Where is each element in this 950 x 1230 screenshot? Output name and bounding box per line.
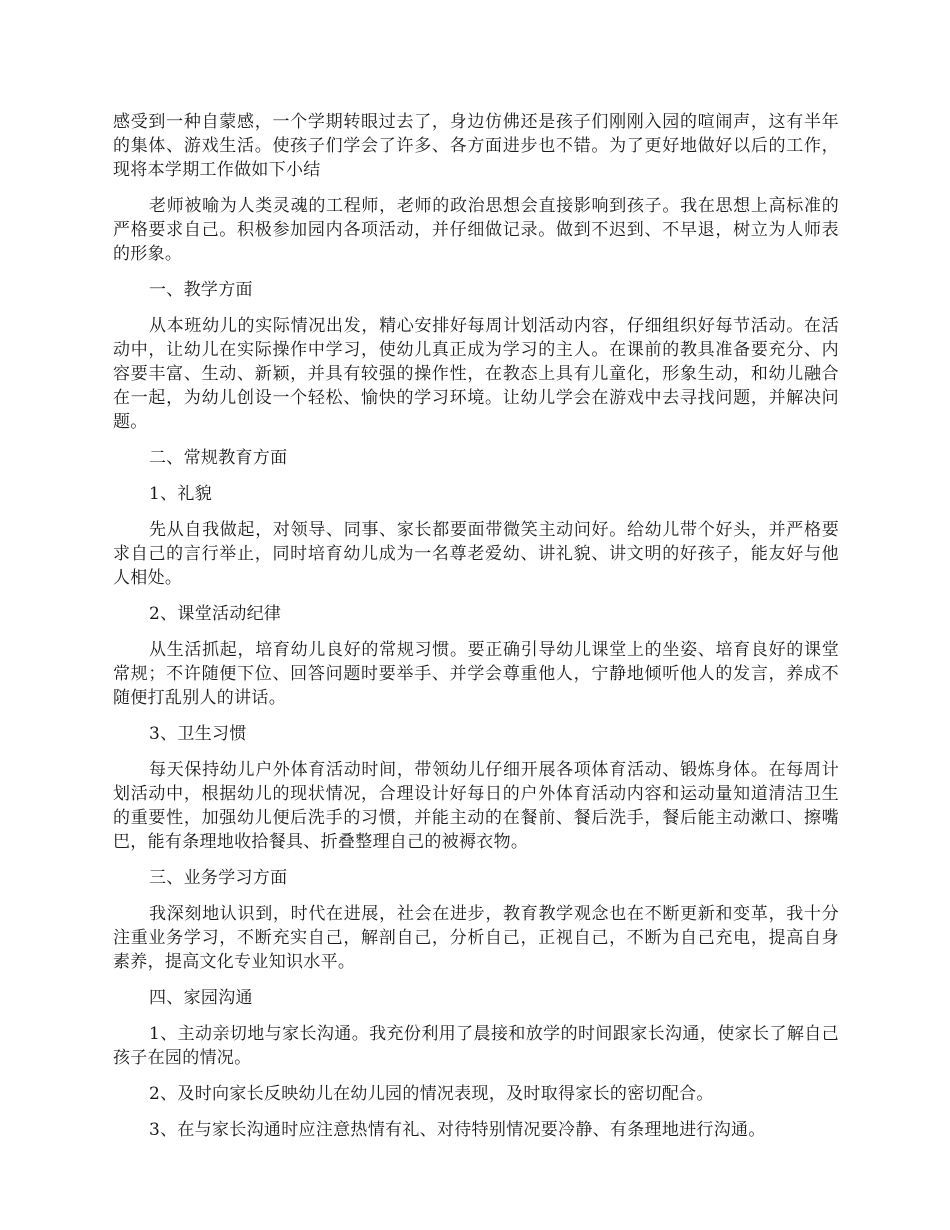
section-heading-routine: 二、常规教育方面 [149,448,288,468]
teacher-paragraph: 老师被喻为人类灵魂的工程师，老师的政治思想会直接影响到孩子。我在思想上高标准的严格要求自己。积极参加园内各项活动，并仔细做记录。做到不迟到、不早退，树立为人师表的形象。 [113,196,839,264]
subheading-courtesy: 1、礼貌 [149,484,213,504]
communication-item-3: 3、在与家长沟通时应注意热情有礼、对待特别情况要冷静、有条理地进行沟通。 [149,1120,766,1140]
subheading-hygiene: 3、卫生习惯 [149,724,247,744]
intro-paragraph: 感受到一种自蒙感，一个学期转眼过去了，身边仿佛还是孩子们刚刚入园的喧闹声，这有半年的集体、游戏生活。使孩子们学会了许多、各方面进步也不错。为了更好地做好以后的工作，现将本学期工作做如下小结 [113,112,839,180]
document-body [113,110,839,1154]
communication-item-2: 2、及时向家长反映幼儿在幼儿园的情况表现，及时取得家长的密切配合。 [149,1084,714,1104]
courtesy-paragraph: 先从自我做起，对领导、同事、家长都要面带微笑主动问好。给幼儿带个好头，并严格要求自己的言行举止，同时培育幼儿成为一名尊老爱幼、讲礼貌、讲文明的好孩子，能友好与他人相处。 [113,520,839,588]
subheading-discipline: 2、课堂活动纪律 [149,604,282,624]
teaching-paragraph: 从本班幼儿的实际情况出发，精心安排好每周计划活动内容，仔细组织好每节活动。在活动中，让幼儿在实际操作中学习，使幼儿真正成为学习的主人。在课前的教具准备要充分、内容要丰富、生动、新颖，并具有较强的操作性，在教态上具有儿童化，形象生动，和幼儿融合在一起，为幼儿创设一个轻松、愉快的学习环境。让幼儿学会在游戏中去寻找问题，并解决问题。 [113,316,839,432]
section-heading-communication: 四、家园沟通 [149,988,253,1008]
communication-item-1: 1、主动亲切地与家长沟通。我充份利用了晨接和放学的时间跟家长沟通，使家长了解自己孩子在园的情况。 [113,1024,839,1068]
section-heading-study: 三、业务学习方面 [149,868,288,888]
discipline-paragraph: 从生活抓起，培育幼儿良好的常规习惯。要正确引导幼儿课堂上的坐姿、培育良好的课堂常规；不许随便下位、回答问题时要举手、并学会尊重他人，宁静地倾听他人的发言，养成不随便打乱别人的讲话。 [113,640,839,708]
study-paragraph: 我深刻地认识到，时代在进展，社会在进步，教育教学观念也在不断更新和变革，我十分注重业务学习，不断充实自己，解剖自己，分析自己，正视自己，不断为自己充电，提高自身素养，提高文化专业知识水平。 [113,904,839,972]
hygiene-paragraph: 每天保持幼儿户外体育活动时间，带领幼儿仔细开展各项体育活动、锻炼身体。在每周计划活动中，根据幼儿的现状情况，合理设计好每日的户外体育活动内容和运动量知道清洁卫生的重要性，加强幼儿便后洗手的习惯，并能主动的在餐前、餐后洗手，餐后能主动漱口、擦嘴巴，能有条理地收拾餐具、折叠整理自己的被褥衣物。 [113,760,839,852]
section-heading-teaching: 一、教学方面 [149,280,253,300]
